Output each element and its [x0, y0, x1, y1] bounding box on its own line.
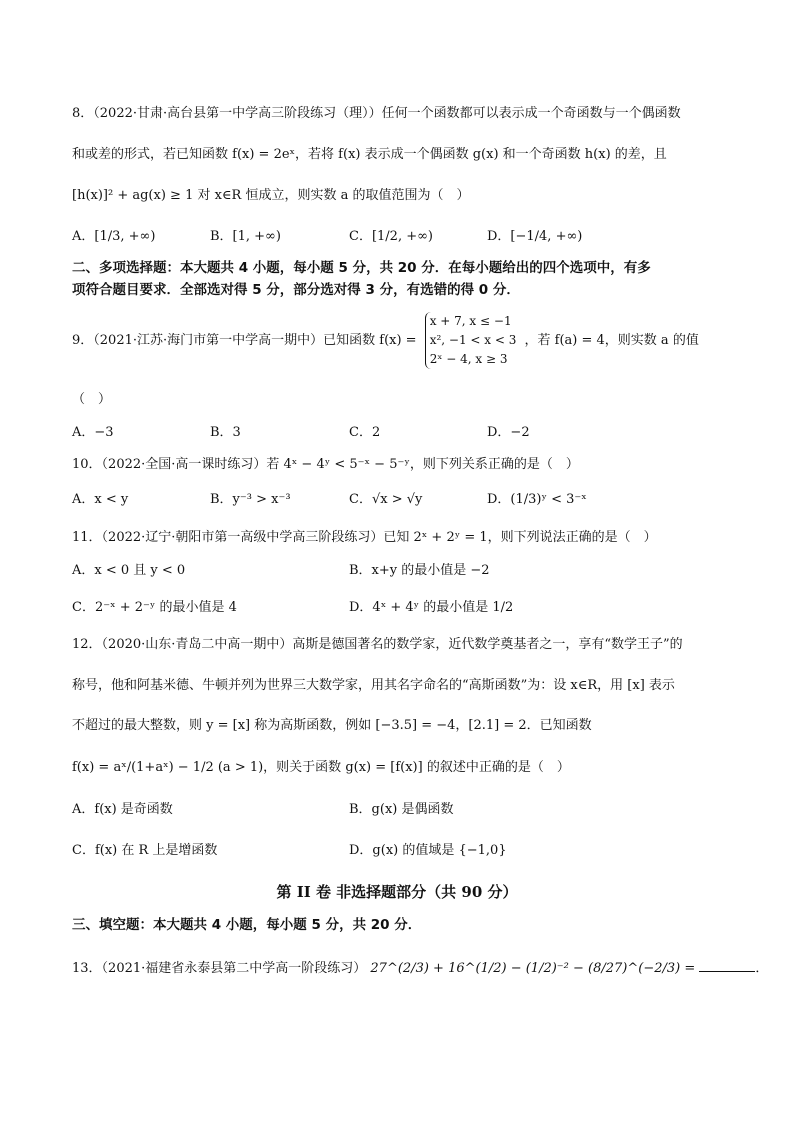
q9-option-b: B．3 — [210, 425, 241, 440]
q9-option-c: C．2 — [349, 425, 381, 440]
q9-piece-2: x², −1 < x < 3 — [429, 333, 517, 347]
q10-option-c: C．√x > √y — [349, 492, 423, 507]
q9-option-d: D．−2 — [487, 425, 530, 440]
q12-option-a: A．f(x) 是奇函数 — [72, 802, 173, 817]
q10-option-b: B．y⁻³ > x⁻³ — [210, 492, 291, 507]
q8-option-b: B．[1, +∞) — [210, 229, 281, 244]
q9-piecewise — [425, 312, 517, 369]
q13-prefix: 13．（2021·福建省永泰县第二中学高一阶段练习） — [72, 961, 367, 976]
q12-line2: 称号，他和阿基米德、牛顿并列为世界三大数学家，用其名字命名的“高斯函数”为：设 x∈R，用 [x] 表示 — [72, 678, 675, 693]
q8-option-c: C．[1/2, +∞) — [349, 229, 433, 244]
q11-option-a: A．x < 0 且 y < 0 — [72, 563, 186, 578]
q12-line1: 12．（2020·山东·青岛二中高一期中）高斯是德国著名的数学家，近代数学奠基者之一，享有“数学王子”的 — [72, 637, 683, 652]
q13-end: ． — [755, 961, 769, 976]
section3-heading: 三、填空题：本大题共 4 小题，每小题 5 分，共 20 分． — [72, 917, 422, 933]
q9-piece-3: 2ˣ − 4, x ≥ 3 — [429, 352, 508, 366]
part2-title: 第 II 卷 非选择题部分（共 90 分） — [276, 883, 518, 901]
q8-line2: 和或差的形式，若已知函数 f(x) = 2eˣ，若将 f(x) 表示成一个偶函数 g(x) 和一个奇函数 h(x) 的差，且 — [72, 147, 667, 162]
q9-prefix: 9．（2021·江苏·海门市第一中学高一期中）已知函数 f(x) = — [72, 333, 417, 348]
q8-option-a: A．[1/3, +∞) — [72, 229, 156, 244]
q12-option-d: D．g(x) 的值域是 {−1,0} — [349, 843, 507, 858]
q11-option-d: D．4ˣ + 4ʸ 的最小值是 1/2 — [349, 600, 514, 615]
q8-option-d: D．[−1/4, +∞) — [487, 229, 583, 244]
q10-stem: 10．（2022·全国·高一课时练习）若 4ˣ − 4ʸ < 5⁻ˣ − 5⁻ʸ，则下列关系正确的是（ ） — [72, 457, 579, 472]
q11-stem: 11．（2022·辽宁·朝阳市第一高级中学高三阶段练习）已知 2ˣ + 2ʸ = 1，则下列说法正确的是（ ） — [72, 530, 657, 545]
q10-option-a: A．x < y — [72, 492, 129, 507]
q11-option-b: B．x+y 的最小值是 −2 — [349, 563, 490, 578]
q12-option-c: C．f(x) 在 R 上是增函数 — [72, 843, 218, 858]
section2-line2: 项符合题目要求．全部选对得 5 分，部分选对得 3 分，有选错的得 0 分． — [72, 282, 520, 298]
q13-stem — [72, 957, 768, 976]
q9-piece-1: x + 7, x ≤ −1 — [429, 314, 512, 328]
q9-paren: （ ） — [72, 392, 112, 407]
q9-stem — [72, 312, 699, 369]
q13-expression: 27^(2/3) + 16^(1/2) − (1/2)⁻² − (8/27)^(−2/3) = — [370, 961, 696, 976]
q12-line4: f(x) = aˣ/(1+aˣ) − 1/2 (a > 1)，则关于函数 g(x) = [f(x)] 的叙述中正确的是（ ） — [72, 760, 570, 775]
q11-option-c: C．2⁻ˣ + 2⁻ʸ 的最小值是 4 — [72, 600, 237, 615]
q12-option-b: B．g(x) 是偶函数 — [349, 802, 454, 817]
q8-line1: 8．（2022·甘肃·高台县第一中学高三阶段练习（理））任何一个函数都可以表示成一个奇函数与一个偶函数 — [72, 106, 681, 121]
q13-answer-blank[interactable] — [699, 959, 755, 972]
q9-option-a: A．−3 — [72, 425, 114, 440]
q9-suffix: ，若 f(a) = 4，则实数 a 的值 — [524, 333, 699, 348]
section2-line1: 二、多项选择题：本大题共 4 小题，每小题 5 分，共 20 分．在每小题给出的四个选项中，有多 — [72, 260, 651, 276]
q10-option-d: D．(1/3)ʸ < 3⁻ˣ — [487, 492, 587, 507]
q12-line3: 不超过的最大整数，则 y = [x] 称为高斯函数，例如 [−3.5] = −4，[2.1] = 2．已知函数 — [72, 718, 592, 733]
q8-line3: [h(x)]² + ag(x) ≥ 1 对 x∈R 恒成立，则实数 a 的取值范围为（ ） — [72, 188, 470, 203]
